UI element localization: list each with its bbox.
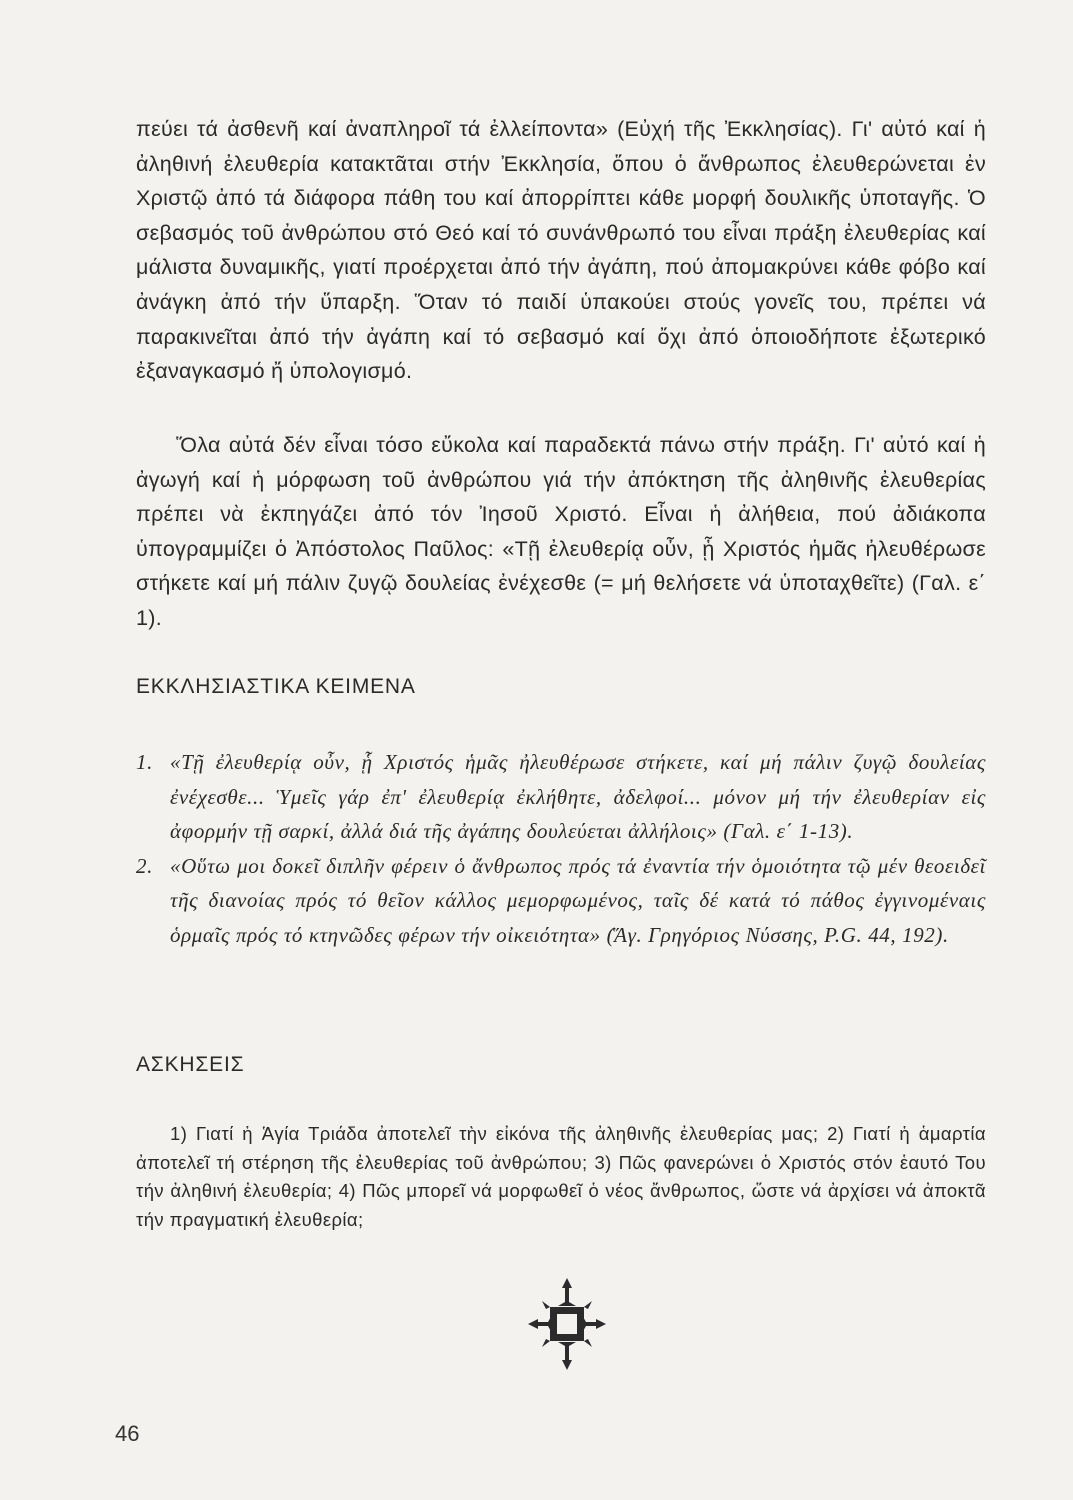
page-number: 46 xyxy=(115,1421,140,1446)
quote-item-2 xyxy=(136,849,986,953)
body-paragraph-1: πεύει τά ἀσθενῆ καί ἀναπληροῖ τά ἐλλείποντα» (Εὐχή τῆς Ἐκκλησίας). Γι' αὐτό καί ἡ ἀληθινή ἐλευθερία κατακτᾶται στήν Ἐκκλησία, ὅπου ὁ ἄνθρωπος ἐλευθερώνεται ἐν Χριστῷ ἀπό τά διάφορα πάθη του καί ἀπορρίπτει κάθε μορφή δουλικῆς ὑποταγῆς. Ὁ σεβασμός τοῦ ἀνθρώπου στό Θεό καί τό συνάνθρωπό του εἶναι πράξη ἐλευθερίας καί μάλιστα δυναμικῆς, γιατί προέρχεται ἀπό τήν ἀγάπη, πού ἀπομακρύνει κάθε φόβο καί ἀνάγκη ἀπό τήν ὕπαρξη. Ὅταν τό παιδί ὑπακούει στούς γονεῖς του, πρέπει νά παρακινεῖται ἀπό τήν ἀγάπη καί τό σεβασμό καί ὄχι ἀπό ὁποιοδήποτε ἐξωτερικό ἐξαναγκασμό ἤ ὑπολογισμό. xyxy=(136,117,986,384)
church-texts-heading: ΕΚΚΛΗΣΙΑΣΤΙΚΑ ΚΕΙΜΕΝΑ xyxy=(136,675,416,698)
quote-text: «Τῇ ἐλευθερίᾳ οὖν, ᾗ Χριστός ἡμᾶς ἠλευθέρωσε στήκετε, καί μή πάλιν ζυγῷ δουλείας ἐνέχεσθε... Ὑμεῖς γάρ ἐπ' ἐλευθερίᾳ ἐκλήθητε, ἀδελφοί... μόνον μή τήν ἐλευθερίαν εἰς ἀφορμήν τῇ σαρκί, ἀλλά διά τῆς ἀγάπης δουλεύεται ἀλλήλοις» (Γαλ. ε΄ 1-13). xyxy=(170,750,986,843)
quote-text: «Οὕτω μοι δοκεῖ διπλῆν φέρειν ὁ ἄνθρωπος πρός τά ἐναντία τήν ὁμοιότητα τῷ μέν θεοειδεῖ τῆς διανοίας πρός τό θεῖον κάλλος μεμορφωμένος, ταῖς δέ κατά τό πάθος ἐγγινομέναις ὁρμαῖς πρός τό κτηνῶδες φέρων τήν οἰκειότητα» (Ἅγ. Γρηγόριος Νύσσης, P.G. 44, 192). xyxy=(170,853,986,947)
quote-number: 1. xyxy=(136,750,153,774)
cross-ornament-icon xyxy=(526,1276,608,1372)
quote-number: 2. xyxy=(136,853,153,878)
exercises-heading: ΑΣΚΗΣΕΙΣ xyxy=(136,1053,245,1076)
quote-item-1 xyxy=(136,745,986,849)
church-texts-list xyxy=(136,745,986,952)
exercises-paragraph: 1) Γιατί ἡ Ἁγία Τριάδα ἀποτελεῖ τὴν εἰκόνα τῆς ἀληθινῆς ἐλευθερίας μας; 2) Γιατί ἡ ἁμαρτία ἀποτελεῖ τή στέρηση τῆς ἐλευθερίας τοῦ ἀνθρώπου; 3) Πῶς φανερώνει ὁ Χριστός στόν ἑαυτό Του τήν ἀληθινή ἐλευθερία; 4) Πῶς μπορεῖ νά μορφωθεῖ ὁ νέος ἄνθρωπος, ὥστε νά ἀρχίσει νά ἀποκτᾶ τήν πραγματική ἐλευθερία; xyxy=(136,1123,986,1230)
body-paragraph-2: Ὅλα αὐτά δέν εἶναι τόσο εὔκολα καί παραδεκτά πάνω στήν πράξη. Γι' αὐτό καί ἡ ἀγωγή καί ἡ μόρφωση τοῦ ἀνθρώπου γιά τήν ἀπόκτηση τῆς ἀληθινῆς ἐλευθερίας πρέπει νὰ ἐκπηγάζει ἀπό τόν Ἰησοῦ Χριστό. Εἶναι ἡ ἀλήθεια, πού ἀδιάκοπα ὑπογραμμίζει ὁ Ἀπόστολος Παῦλος: «Τῇ ἐλευθερίᾳ οὖν, ᾗ Χριστός ἡμᾶς ἠλευθέρωσε στήκετε καί μή πάλιν ζυγῷ δουλείας ἐνέχεσθε (= μή θελήσετε νά ὑποταχθεῖτε) (Γαλ. ε΄ 1). xyxy=(136,433,986,630)
